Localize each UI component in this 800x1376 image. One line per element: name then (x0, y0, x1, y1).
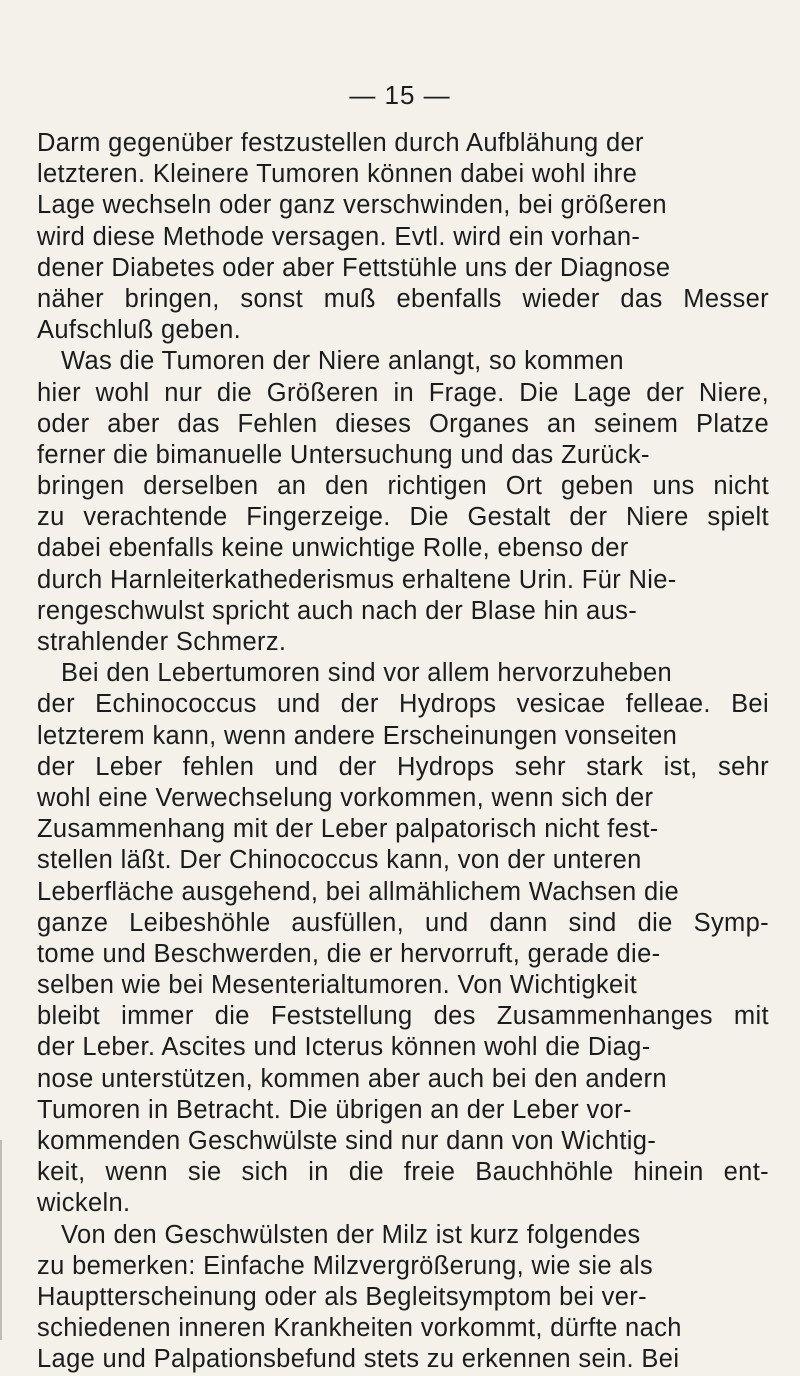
text-line: zu verachtende Fingerzeige. Die Gestalt der Niere spielt (37, 503, 769, 532)
page-edge-shadow (0, 1140, 2, 1340)
text-line: rengeschwulst spricht auch nach der Blase hin aus- (37, 596, 638, 625)
text-line: wird diese Methode versagen. Evtl. wird ein vorhan- (37, 222, 641, 251)
text-line: selben wie bei Mesenterialtumoren. Von Wichtigkeit (37, 971, 638, 1000)
text-line: Lage und Palpationsbefund stets zu erkennen sein. Bei (37, 1345, 680, 1374)
text-line: nose unterstützen, kommen aber auch bei den andern (37, 1064, 667, 1093)
text-line: Von den Geschwülsten der Milz ist kurz folgendes (61, 1220, 641, 1249)
text-line: bleibt immer die Feststellung des Zusammenhanges mit (37, 1002, 769, 1031)
text-line: Leberfläche ausgehend, bei allmählichem Wachsen die (37, 877, 680, 906)
text-line: schiedenen inneren Krankheiten vorkommt, dürfte nach (37, 1314, 682, 1343)
text-line: Tumoren in Betracht. Die übrigen an der Leber vor- (37, 1095, 632, 1124)
text-line: ferner die bimanuelle Untersuchung und das Zurück- (37, 440, 650, 469)
body-text (37, 128, 769, 1376)
text-line: hier wohl nur die Größeren in Frage. Die Lage der Niere, (37, 378, 769, 407)
text-line: Zusammenhang mit der Leber palpatorisch nicht fest- (37, 815, 659, 844)
text-line: ganze Leibeshöhle ausfüllen, und dann sind die Symp- (37, 908, 769, 937)
text-line: Hauptterscheinung oder als Begleitsymptom bei ver- (37, 1282, 647, 1311)
text-line: der Leber. Ascites und Icterus können wohl die Diag- (37, 1033, 651, 1062)
text-line: näher bringen, sonst muß ebenfalls wieder das Messer (37, 284, 769, 313)
text-line: durch Harnleiterkathederismus erhaltene Urin. Für Nie- (37, 565, 677, 594)
text-line: wickeln. (37, 1189, 131, 1218)
text-line: der Leber fehlen und der Hydrops sehr stark ist, sehr (37, 752, 769, 781)
text-line: Was die Tumoren der Niere anlangt, so kommen (61, 347, 624, 376)
text-line: Darm gegenüber festzustellen durch Aufblähung der (37, 129, 644, 157)
text-line: letzterem kann, wenn andere Erscheinungen vonseiten (37, 721, 678, 750)
text-line: tome und Beschwerden, die er hervorruft, gerade die- (37, 939, 661, 968)
text-line: strahlender Schmerz. (37, 628, 287, 656)
text-line: Bei den Lebertumoren sind vor allem hervorzuheben (61, 659, 673, 688)
text-line: letzteren. Kleinere Tumoren können dabei wohl ihre (37, 160, 638, 189)
text-line: kommenden Geschwülste sind nur dann von Wichtig- (37, 1127, 657, 1155)
text-line: der Echinococcus und der Hydrops vesicae felleae. Bei (37, 690, 769, 719)
text-line: dener Diabetes oder aber Fettstühle uns der Diagnose (37, 253, 671, 282)
text-line: Lage wechseln oder ganz verschwinden, bei größeren (37, 191, 667, 220)
text-line: zu bemerken: Einfache Milzvergrößerung, wie sie als (37, 1251, 653, 1280)
text-line: keit, wenn sie sich in die freie Bauchhöhle hinein ent- (37, 1158, 769, 1187)
text-line: oder aber das Fehlen dieses Organes an seinem Platze (37, 409, 769, 438)
text-line: wohl eine Verwechselung vorkommen, wenn sich der (37, 783, 654, 812)
page-number: — 15 — (349, 80, 451, 110)
text-line: bringen derselben an den richtigen Ort geben uns nicht (37, 472, 769, 501)
text-line: dabei ebenfalls keine unwichtige Rolle, ebenso der (37, 534, 629, 563)
text-line: Aufschluß geben. (37, 316, 242, 345)
text-line: stellen läßt. Der Chinococcus kann, von der unteren (37, 846, 642, 875)
